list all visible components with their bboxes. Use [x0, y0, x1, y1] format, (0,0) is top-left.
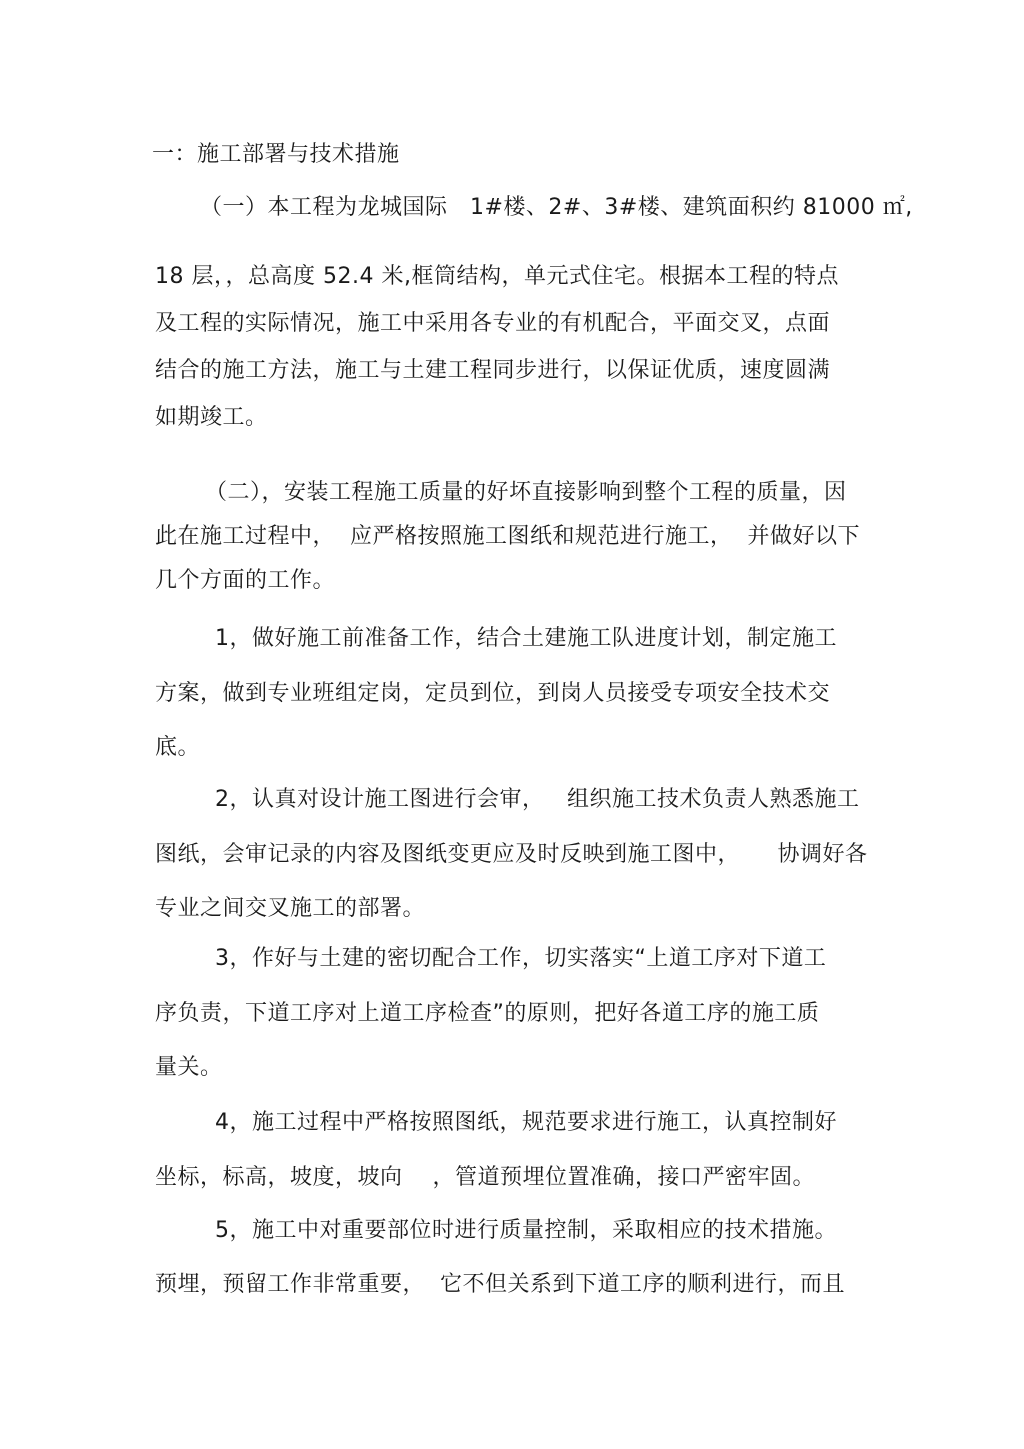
paragraph-line: 坐标，标高，坡度，坡向 ，管道预埋位置准确，接口严密牢固。 — [155, 1165, 815, 1190]
paragraph-line: 18 层，，总高度 52.4 米,框筒结构，单元式住宅。根据本工程的特点 — [155, 264, 839, 289]
paragraph-line: 图纸，会审记录的内容及图纸变更应及时反映到施工图中， 协调好各 — [155, 842, 868, 867]
paragraph-line: 结合的施工方法，施工与土建工程同步进行，以保证优质，速度圆满 — [155, 358, 831, 383]
paragraph-line: 如期竣工。 — [155, 405, 268, 430]
paragraph-line: 序负责，下道工序对上道工序检查”的原则，把好各道工序的施工质 — [155, 1001, 820, 1026]
section-heading: 一：施工部署与技术措施 — [152, 142, 400, 167]
paragraph-line: 此在施工过程中， 应严格按照施工图纸和规范进行施工， 并做好以下 — [155, 524, 860, 549]
paragraph-line: （一）本工程为龙城国际 1#楼、2#、3#楼、建筑面积约 81000 ㎡, — [200, 195, 913, 220]
paragraph-line: 1，做好施工前准备工作，结合土建施工队进度计划，制定施工 — [215, 626, 837, 651]
paragraph-line: 量关。 — [155, 1055, 223, 1080]
paragraph-line: 及工程的实际情况，施工中采用各专业的有机配合，平面交叉，点面 — [155, 311, 831, 336]
paragraph-line: 5，施工中对重要部位时进行质量控制，采取相应的技术措施。 — [215, 1218, 837, 1243]
paragraph-line: 预埋，预留工作非常重要， 它不但关系到下道工序的顺利进行，而且 — [155, 1272, 845, 1297]
paragraph-line: 2，认真对设计施工图进行会审， 组织施工技术负责人熟悉施工 — [215, 787, 860, 812]
paragraph-line: 4，施工过程中严格按照图纸，规范要求进行施工，认真控制好 — [215, 1110, 837, 1135]
paragraph-line: （二），安装工程施工质量的好坏直接影响到整个工程的质量，因 — [205, 480, 847, 505]
paragraph-line: 专业之间交叉施工的部署。 — [155, 896, 426, 921]
paragraph-line: 方案，做到专业班组定岗，定员到位，到岗人员接受专项安全技术交 — [155, 681, 831, 706]
paragraph-line: 底。 — [155, 735, 201, 760]
paragraph-line: 3，作好与土建的密切配合工作，切实落实“上道工序对下道工 — [215, 946, 827, 971]
paragraph-line: 几个方面的工作。 — [155, 568, 336, 593]
